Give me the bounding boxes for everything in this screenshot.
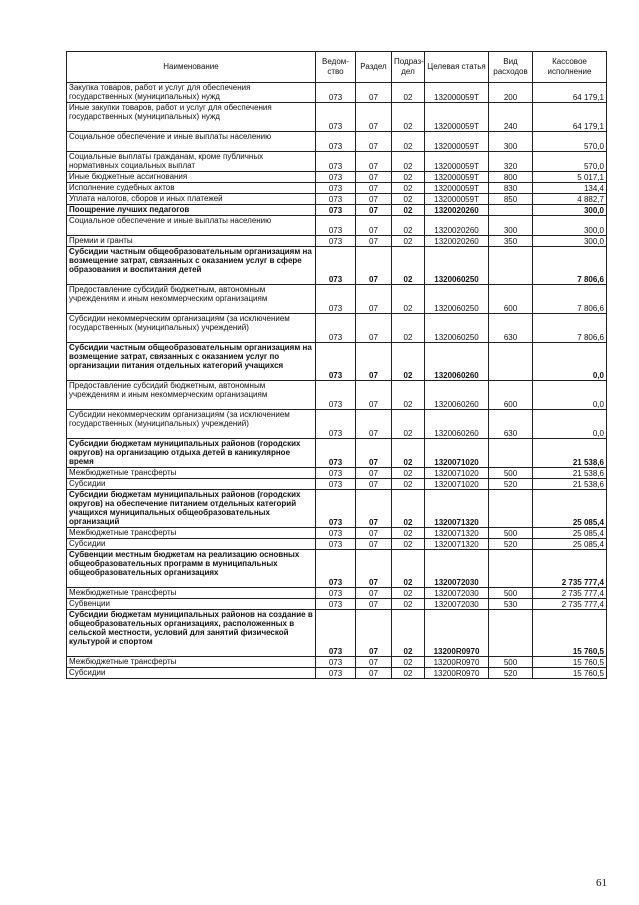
table-row xyxy=(67,132,607,152)
row-subsection: 02 xyxy=(392,410,425,439)
row-section: 07 xyxy=(356,479,392,490)
row-expense-kind: 500 xyxy=(489,657,533,668)
row-department: 073 xyxy=(316,152,356,172)
row-expense-kind: 530 xyxy=(489,599,533,610)
row-department: 073 xyxy=(316,194,356,205)
row-target-article: 1320071320 xyxy=(425,490,489,528)
table-row xyxy=(67,550,607,588)
row-name: Субсидии xyxy=(67,668,316,679)
table-row xyxy=(67,103,607,132)
row-section: 07 xyxy=(356,528,392,539)
header-subsection: Подраз- дел xyxy=(392,52,425,83)
row-section: 07 xyxy=(356,668,392,679)
row-section: 07 xyxy=(356,314,392,343)
row-target-article: 1320071020 xyxy=(425,468,489,479)
row-target-article: 13200R0970 xyxy=(425,610,489,657)
row-name: Субсидии бюджетам муниципальных районов (городских округов) на организацию отдыха детей в каникулярное время xyxy=(67,439,316,468)
row-name: Уплата налогов, сборов и иных платежей xyxy=(67,194,316,205)
row-target-article: 132000059Т xyxy=(425,103,489,132)
row-cash-execution: 64 179,1 xyxy=(533,83,607,103)
row-name: Субсидии xyxy=(67,479,316,490)
row-target-article: 132000059Т xyxy=(425,83,489,103)
row-name: Социальное обеспечение и иные выплаты населению xyxy=(67,132,316,152)
row-target-article: 1320060250 xyxy=(425,247,489,285)
row-name: Субсидии частным общеобразовательным организациям на возмещение затрат, связанных с оказанием услуг по организации питания отдельных категорий учащихся xyxy=(67,343,316,381)
row-target-article: 1320020260 xyxy=(425,216,489,236)
row-section: 07 xyxy=(356,539,392,550)
row-cash-execution: 15 760,5 xyxy=(533,610,607,657)
row-target-article: 1320071320 xyxy=(425,528,489,539)
row-target-article: 132000059Т xyxy=(425,132,489,152)
row-target-article: 1320071020 xyxy=(425,439,489,468)
header-department: Ведом- ство xyxy=(316,52,356,83)
row-cash-execution: 21 538,6 xyxy=(533,439,607,468)
row-subsection: 02 xyxy=(392,539,425,550)
row-section: 07 xyxy=(356,599,392,610)
row-cash-execution: 4 882,7 xyxy=(533,194,607,205)
row-expense-kind: 200 xyxy=(489,83,533,103)
row-cash-execution: 300,0 xyxy=(533,236,607,247)
row-target-article: 1320072030 xyxy=(425,550,489,588)
row-subsection: 02 xyxy=(392,381,425,410)
row-target-article: 1320072030 xyxy=(425,588,489,599)
row-expense-kind xyxy=(489,247,533,285)
row-cash-execution: 2 735 777,4 xyxy=(533,599,607,610)
row-department: 073 xyxy=(316,657,356,668)
row-name: Иные закупки товаров, работ и услуг для обеспечения государственных (муниципальных) нужд xyxy=(67,103,316,132)
row-target-article: 1320020260 xyxy=(425,205,489,216)
row-cash-execution: 570,0 xyxy=(533,132,607,152)
table-row xyxy=(67,410,607,439)
row-cash-execution: 21 538,6 xyxy=(533,479,607,490)
row-name: Субсидии xyxy=(67,539,316,550)
row-target-article: 1320071320 xyxy=(425,539,489,550)
header-cash-execution: Кассовое исполнение xyxy=(533,52,607,83)
row-subsection: 02 xyxy=(392,588,425,599)
table-row xyxy=(67,172,607,183)
row-department: 073 xyxy=(316,610,356,657)
row-subsection: 02 xyxy=(392,247,425,285)
row-expense-kind: 520 xyxy=(489,668,533,679)
page-number: 61 xyxy=(596,877,607,889)
row-cash-execution: 7 806,6 xyxy=(533,247,607,285)
row-expense-kind: 300 xyxy=(489,216,533,236)
row-department: 073 xyxy=(316,528,356,539)
row-name: Субсидии некоммерческим организациям (за исключением государственных (муниципальных) учреждений) xyxy=(67,410,316,439)
row-cash-execution: 15 760,5 xyxy=(533,668,607,679)
row-name: Предоставление субсидий бюджетным, автономным учреждениям и иным некоммерческим организациям xyxy=(67,381,316,410)
row-department: 073 xyxy=(316,588,356,599)
row-name: Социальное обеспечение и иные выплаты населению xyxy=(67,216,316,236)
table-row xyxy=(67,539,607,550)
row-cash-execution: 25 085,4 xyxy=(533,528,607,539)
table-header-row xyxy=(67,52,607,83)
row-subsection: 02 xyxy=(392,479,425,490)
row-section: 07 xyxy=(356,172,392,183)
table-row xyxy=(67,468,607,479)
row-subsection: 02 xyxy=(392,657,425,668)
header-expense-kind: Вид расходов xyxy=(489,52,533,83)
row-subsection: 02 xyxy=(392,152,425,172)
row-name: Иные бюджетные ассигнования xyxy=(67,172,316,183)
table-row xyxy=(67,236,607,247)
row-subsection: 02 xyxy=(392,468,425,479)
table-row xyxy=(67,528,607,539)
row-subsection: 02 xyxy=(392,103,425,132)
row-cash-execution: 2 735 777,4 xyxy=(533,588,607,599)
table-row xyxy=(67,668,607,679)
row-expense-kind: 320 xyxy=(489,152,533,172)
row-target-article: 132000059Т xyxy=(425,183,489,194)
row-name: Субвенции xyxy=(67,599,316,610)
row-expense-kind: 630 xyxy=(489,314,533,343)
row-target-article: 1320020260 xyxy=(425,236,489,247)
table-row xyxy=(67,381,607,410)
row-subsection: 02 xyxy=(392,183,425,194)
row-target-article: 1320060260 xyxy=(425,381,489,410)
table-row xyxy=(67,314,607,343)
row-target-article: 1320060260 xyxy=(425,410,489,439)
row-subsection: 02 xyxy=(392,83,425,103)
row-cash-execution: 21 538,6 xyxy=(533,468,607,479)
row-department: 073 xyxy=(316,539,356,550)
row-department: 073 xyxy=(316,668,356,679)
row-section: 07 xyxy=(356,439,392,468)
row-subsection: 02 xyxy=(392,285,425,314)
row-subsection: 02 xyxy=(392,610,425,657)
row-name: Социальные выплаты гражданам, кроме публичных нормативных социальных выплат xyxy=(67,152,316,172)
row-expense-kind: 800 xyxy=(489,172,533,183)
table-row xyxy=(67,588,607,599)
row-target-article: 1320071020 xyxy=(425,479,489,490)
row-section: 07 xyxy=(356,152,392,172)
row-department: 073 xyxy=(316,216,356,236)
row-name: Субсидии бюджетам муниципальных районов (городских округов) на обеспечение питанием отдельных категорий учащихся муниципальных общеобразовательных организаций xyxy=(67,490,316,528)
row-cash-execution: 0,0 xyxy=(533,410,607,439)
row-cash-execution: 134,4 xyxy=(533,183,607,194)
table-row xyxy=(67,183,607,194)
budget-execution-table xyxy=(66,51,607,679)
row-cash-execution: 25 085,4 xyxy=(533,539,607,550)
row-section: 07 xyxy=(356,657,392,668)
row-expense-kind: 500 xyxy=(489,588,533,599)
row-expense-kind: 520 xyxy=(489,479,533,490)
row-cash-execution: 2 735 777,4 xyxy=(533,550,607,588)
row-department: 073 xyxy=(316,172,356,183)
row-target-article: 1320060260 xyxy=(425,343,489,381)
row-department: 073 xyxy=(316,247,356,285)
row-subsection: 02 xyxy=(392,194,425,205)
header-target-article: Целевая статья xyxy=(425,52,489,83)
row-subsection: 02 xyxy=(392,236,425,247)
row-name: Премии и гранты xyxy=(67,236,316,247)
row-department: 073 xyxy=(316,468,356,479)
row-section: 07 xyxy=(356,381,392,410)
row-expense-kind xyxy=(489,490,533,528)
header-section: Раздел xyxy=(356,52,392,83)
row-cash-execution: 0,0 xyxy=(533,343,607,381)
row-target-article: 13200R0970 xyxy=(425,668,489,679)
row-target-article: 1320060250 xyxy=(425,285,489,314)
row-department: 073 xyxy=(316,183,356,194)
row-section: 07 xyxy=(356,247,392,285)
row-subsection: 02 xyxy=(392,314,425,343)
row-department: 073 xyxy=(316,490,356,528)
table-row xyxy=(67,216,607,236)
row-name: Субсидии частным общеобразовательным организациям на возмещение затрат, связанных с оказанием услуг в сфере образования и воспитания детей xyxy=(67,247,316,285)
row-name: Межбюджетные трансферты xyxy=(67,588,316,599)
row-expense-kind xyxy=(489,610,533,657)
row-section: 07 xyxy=(356,588,392,599)
row-subsection: 02 xyxy=(392,216,425,236)
table-row xyxy=(67,285,607,314)
row-department: 073 xyxy=(316,550,356,588)
row-name: Поощрение лучших педагогов xyxy=(67,205,316,216)
row-section: 07 xyxy=(356,132,392,152)
row-target-article: 132000059Т xyxy=(425,152,489,172)
row-target-article: 132000059Т xyxy=(425,194,489,205)
row-name: Предоставление субсидий бюджетным, автономным учреждениям и иным некоммерческим организациям xyxy=(67,285,316,314)
row-section: 07 xyxy=(356,550,392,588)
row-section: 07 xyxy=(356,343,392,381)
row-expense-kind: 830 xyxy=(489,183,533,194)
row-section: 07 xyxy=(356,490,392,528)
row-target-article: 1320072030 xyxy=(425,599,489,610)
table-row xyxy=(67,599,607,610)
row-cash-execution: 300,0 xyxy=(533,205,607,216)
row-cash-execution: 25 085,4 xyxy=(533,490,607,528)
row-section: 07 xyxy=(356,285,392,314)
row-expense-kind xyxy=(489,205,533,216)
row-subsection: 02 xyxy=(392,490,425,528)
row-expense-kind: 240 xyxy=(489,103,533,132)
table-row xyxy=(67,439,607,468)
row-section: 07 xyxy=(356,236,392,247)
row-name: Субсидии некоммерческим организациям (за исключением государственных (муниципальных) учреждений) xyxy=(67,314,316,343)
row-department: 073 xyxy=(316,381,356,410)
table-row xyxy=(67,194,607,205)
row-name: Межбюджетные трансферты xyxy=(67,528,316,539)
row-cash-execution: 300,0 xyxy=(533,216,607,236)
row-cash-execution: 7 806,6 xyxy=(533,314,607,343)
row-target-article: 13200R0970 xyxy=(425,657,489,668)
row-cash-execution: 570,0 xyxy=(533,152,607,172)
row-expense-kind: 350 xyxy=(489,236,533,247)
row-expense-kind: 850 xyxy=(489,194,533,205)
row-expense-kind: 630 xyxy=(489,410,533,439)
row-subsection: 02 xyxy=(392,599,425,610)
row-target-article: 1320060250 xyxy=(425,314,489,343)
row-cash-execution: 7 806,6 xyxy=(533,285,607,314)
row-subsection: 02 xyxy=(392,172,425,183)
row-department: 073 xyxy=(316,285,356,314)
table-row xyxy=(67,205,607,216)
row-expense-kind: 520 xyxy=(489,539,533,550)
row-expense-kind: 300 xyxy=(489,132,533,152)
row-section: 07 xyxy=(356,194,392,205)
table-row xyxy=(67,610,607,657)
header-name: Наименование xyxy=(67,52,316,83)
row-department: 073 xyxy=(316,236,356,247)
row-department: 073 xyxy=(316,599,356,610)
row-name: Межбюджетные трансферты xyxy=(67,657,316,668)
row-name: Межбюджетные трансферты xyxy=(67,468,316,479)
row-section: 07 xyxy=(356,410,392,439)
row-section: 07 xyxy=(356,205,392,216)
table-row xyxy=(67,83,607,103)
row-section: 07 xyxy=(356,468,392,479)
table-row xyxy=(67,479,607,490)
row-expense-kind xyxy=(489,343,533,381)
row-subsection: 02 xyxy=(392,550,425,588)
table-row xyxy=(67,490,607,528)
row-section: 07 xyxy=(356,83,392,103)
row-expense-kind: 500 xyxy=(489,468,533,479)
row-name: Субвенции местным бюджетам на реализацию основных общеобразовательных программ в муниципальных общеобразовательных организациях xyxy=(67,550,316,588)
row-expense-kind: 500 xyxy=(489,528,533,539)
row-department: 073 xyxy=(316,479,356,490)
table-row xyxy=(67,657,607,668)
row-section: 07 xyxy=(356,183,392,194)
row-name: Субсидии бюджетам муниципальных районов на создание в общеобразовательных организациях, расположенных в сельской местности, условий для занятий физической культурой и спортом xyxy=(67,610,316,657)
row-section: 07 xyxy=(356,216,392,236)
row-department: 073 xyxy=(316,439,356,468)
row-cash-execution: 64 179,1 xyxy=(533,103,607,132)
row-target-article: 132000059Т xyxy=(425,172,489,183)
row-department: 073 xyxy=(316,314,356,343)
row-subsection: 02 xyxy=(392,205,425,216)
row-department: 073 xyxy=(316,410,356,439)
row-name: Исполнение судебных актов xyxy=(67,183,316,194)
row-expense-kind xyxy=(489,550,533,588)
row-section: 07 xyxy=(356,610,392,657)
row-name: Закупка товаров, работ и услуг для обеспечения государственных (муниципальных) нужд xyxy=(67,83,316,103)
row-expense-kind: 600 xyxy=(489,285,533,314)
row-expense-kind xyxy=(489,439,533,468)
row-cash-execution: 0,0 xyxy=(533,381,607,410)
row-subsection: 02 xyxy=(392,439,425,468)
row-department: 073 xyxy=(316,205,356,216)
row-department: 073 xyxy=(316,83,356,103)
row-cash-execution: 5 017,1 xyxy=(533,172,607,183)
row-cash-execution: 15 760,5 xyxy=(533,657,607,668)
table-row xyxy=(67,247,607,285)
table-row xyxy=(67,152,607,172)
table-row xyxy=(67,343,607,381)
row-subsection: 02 xyxy=(392,528,425,539)
row-department: 073 xyxy=(316,343,356,381)
row-department: 073 xyxy=(316,103,356,132)
row-subsection: 02 xyxy=(392,132,425,152)
row-subsection: 02 xyxy=(392,343,425,381)
row-expense-kind: 600 xyxy=(489,381,533,410)
row-subsection: 02 xyxy=(392,668,425,679)
row-section: 07 xyxy=(356,103,392,132)
row-department: 073 xyxy=(316,132,356,152)
